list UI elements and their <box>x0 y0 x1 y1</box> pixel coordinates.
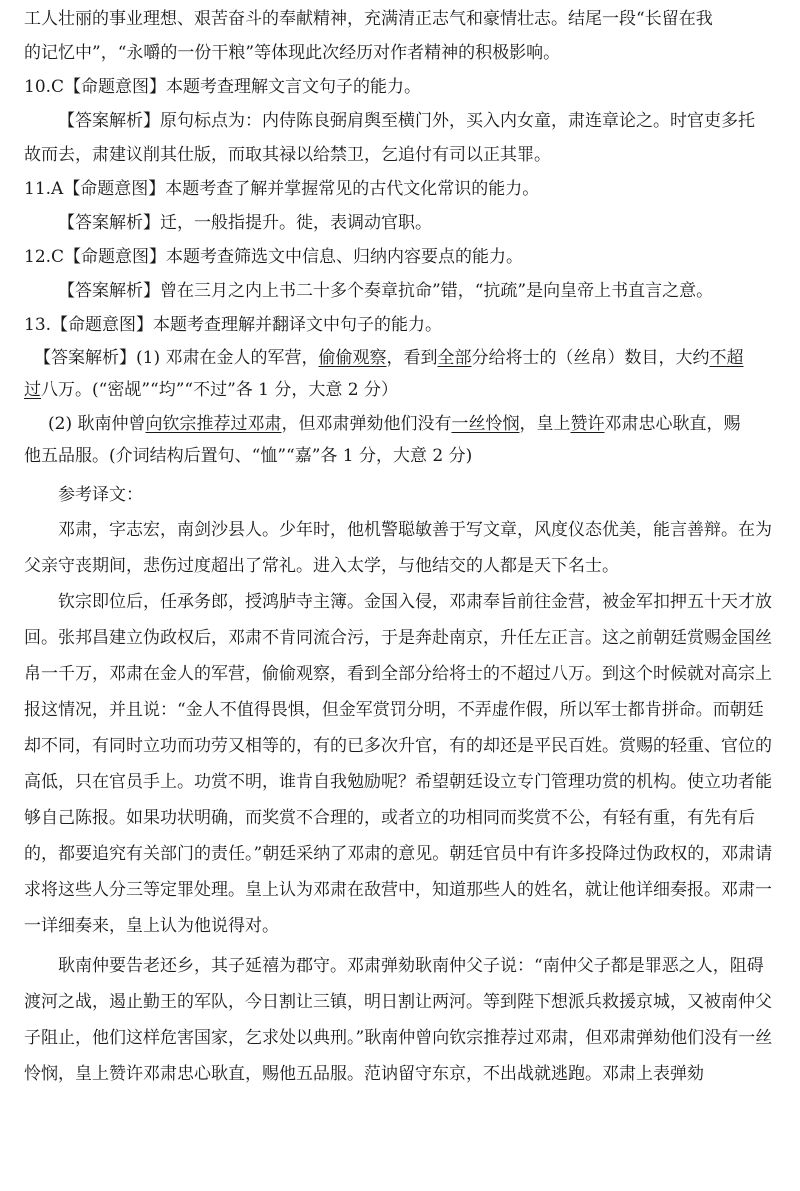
translation-paragraph-1: 邓肃，字志宏，南剑沙县人。少年时，他机警聪敏善于写文章，风度仪态优美，能言善辩。在为父亲守丧期间，悲伤过度超出了常礼。进入太学，与他结交的人都是天下名士。 <box>24 520 772 576</box>
q13-a1-underline-1: 偷偷观察 <box>318 348 387 368</box>
q13-a1-underline-4: 过 <box>24 380 41 400</box>
intro-line-1: 工人壮丽的事业理想、艰苦奋斗的奉献精神，充满清正志气和豪情壮志。结尾一段“长留在我 <box>24 9 713 29</box>
q13-a2-text-1: (2) 耿南仲曾 <box>48 414 146 434</box>
q10-answer-line-2: 故而去，肃建议削其仕版，而取其禄以给禁卫，乞追付有司以正其罪。 <box>24 145 551 165</box>
q11-heading: 11.A【命题意图】本题考查了解并掌握常见的古代文化常识的能力。 <box>24 179 540 199</box>
translation-paragraph-2: 钦宗即位后，任承务郎，授鸿胪寺主簿。金国入侵，邓肃奉旨前往金营，被金军扣押五十天才放回。张邦昌建立伪政权后，邓肃不肯同流合污，于是奔赴南京，升任左正言。这之前朝廷赏赐金国丝帛一千万，邓肃在金人的军营，偷偷观察，看到全部分给将士的不超过八万。到这个时候就对高宗上报这情况，并且说：“金人不值得畏惧，但金军赏罚分明，不弄虚作假，所以军士都肯拼命。而朝廷却不同，有同时立功而功劳又相等的，有的已多次升官，有的却还是平民百姓。赏赐的轻重、官位的高低，只在官员手上。功赏不明，谁肯自我勉励呢？希望朝廷设立专门管理功赏的机构。使立功者能够自己陈报。如果功状明确，而奖赏不合理的，或者立的功相同而奖赏不公，有轻有重，有先有后的，都要追究有关部门的责任。”朝廷采纳了邓肃的意见。朝廷官员中有许多投降过伪政权的，邓肃请求将这些人分三等定罪处理。皇上认为邓肃在敌营中，知道那些人的姓名，就让他详细奏报。邓肃一一详细奏来，皇上认为他说得对。 <box>24 592 773 936</box>
q13-a1-text-2: ，看到 <box>386 348 438 368</box>
q13-heading: 13.【命题意图】本题考查理解并翻译文中句子的能力。 <box>24 315 443 335</box>
translation-paragraph-3: 耿南仲要告老还乡，其子延禧为郡守。邓肃弹劾耿南仲父子说：“南仲父子都是罪恶之人，阻碍渡河之战，遏止勤王的军队，今日割让三镇，明日割让两河。等到陛下想派兵救援京城，又被南仲父子阻止，他们这样危害国家，乞求处以典刑。”耿南仲曾向钦宗推荐过邓肃，但邓肃弹劾他们没有一丝怜悯，皇上赞许邓肃忠心耿直，赐他五品服。范讷留守东京，不出战就逃跑。邓肃上表弹劾 <box>24 956 773 1084</box>
q13-a1-text-4: 八万。(“密觇”“均”“不过”各 1 分，大意 2 分） <box>41 380 399 400</box>
q13-a2-text-3: ，皇上 <box>519 414 571 434</box>
q13-answer-1 <box>24 342 776 406</box>
q13-a2-text-4: 邓肃忠心耿直，赐 <box>604 414 741 434</box>
q10-heading: 10.C【命题意图】本题考查理解文言文句子的能力。 <box>24 77 422 97</box>
intro-line-2: 的记忆中”，“永嚼的一份干粮”等体现此次经历对作者精神的积极影响。 <box>24 43 561 63</box>
q13-a2-underline-1: 向钦宗推荐过邓肃 <box>145 414 282 434</box>
q13-a2-underline-2: 一丝怜悯 <box>451 414 520 434</box>
translation-label: 参考译文： <box>58 485 143 505</box>
q10-answer-line-1: 【答案解析】原句标点为：内侍陈良弼肩舆至横门外，买入内女童，肃连章论之。时官吏多托 <box>58 111 755 131</box>
q12-answer: 【答案解析】曾在三月之内上书二十多个奏章抗命”错，“抗疏”是向皇帝上书直言之意。 <box>58 281 714 301</box>
q13-a1-underline-2: 全部 <box>437 348 472 368</box>
q12-heading: 12.C【命题意图】本题考查筛选文中信息、归纳内容要点的能力。 <box>24 247 524 267</box>
q13-a2-text-5: 他五品服。(介词结构后置句、“恤”“嘉”各 1 分，大意 2 分) <box>24 446 473 466</box>
q13-a1-text-1: 【答案解析】(1) 邓肃在金人的军营， <box>34 348 319 368</box>
q13-a2-text-2: ，但邓肃弹劾他们没有 <box>281 414 452 434</box>
q11-answer: 【答案解析】迁，一般指提升。徙，表调动官职。 <box>58 213 432 233</box>
q13-a1-underline-3: 不超 <box>709 348 744 368</box>
q13-a2-underline-3: 赞许 <box>570 414 605 434</box>
q13-answer-2 <box>24 408 776 472</box>
q13-a1-text-3: 分给将士的（丝帛）数目，大约 <box>471 348 710 368</box>
